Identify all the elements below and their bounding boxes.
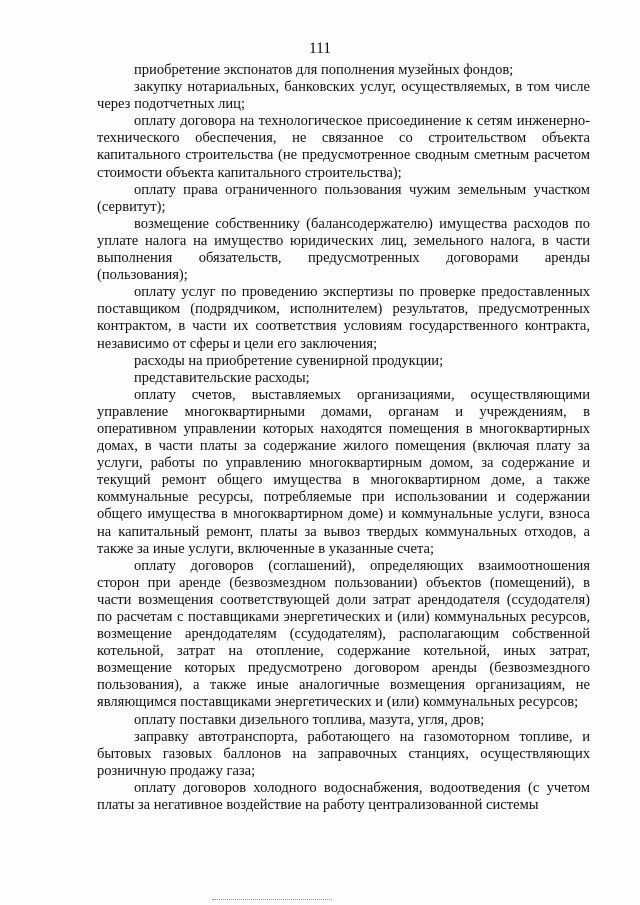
paragraph: расходы на приобретение сувенирной продукции; — [134, 352, 444, 369]
paragraph: представительские расходы; — [134, 369, 310, 386]
document-body — [97, 62, 590, 814]
paragraph: приобретение экспонатов для пополнения музейных фондов; — [134, 62, 514, 78]
paragraph: оплату договоров (соглашений), определяющих взаимоотношения сторон при аренде (безвозмездном пользовании) объектов (помещений), в части возмещения соответствующей доли затрат арендодателя (ссудодателя) по расчетам с поставщиками энергетических и (или) коммунальных ресурсов, возмещение арендодателям (ссудодателям), располагающим собственной котельной, затрат на отопление, содержание котельной, иных затрат, возмещение которых предусмотрено договором аренды (безвозмездного пользования), а также иные аналогичные возмещения организациям, не являющимся поставщиками энергетических и (или) коммунальных ресурсов; — [97, 557, 590, 711]
paragraph: заправку автотранспорта, работающего на газомоторном топливе, и бытовых газовых баллонов на заправочных станциях, осуществляющих розничную продажу газа; — [97, 728, 590, 779]
paragraph: оплату услуг по проведению экспертизы по проверке предоставленных поставщиком (подрядчиком, исполнителем) результатов, предусмотренных контрактом, в части их соответствия условиям государственного контракта, независимо от сферы и цели его заключения; — [97, 284, 590, 352]
scan-artifact-line — [212, 899, 332, 901]
paragraph: закупку нотариальных, банковских услуг, осуществляемых, в том числе через подотчетных лиц; — [97, 79, 590, 113]
paragraph: возмещение собственнику (балансодержателю) имущества расходов по уплате налога на имущество юридических лиц, земельного налога, в части выполнения обязательств, предусмотренных договорами аренды (пользования); — [97, 215, 590, 284]
paragraph: оплату счетов, выставляемых организациями, осуществляющими управление многоквартирными домами, органам и учреждениям, в оперативном управлении которых находятся помещения в многоквартирных домах, в части платы за содержание жилого помещения (включая плату за услуги, работы по управлению многоквартирным домом, за содержание и текущий ремонт общего имущества в многоквартирном доме, а также коммунальные ресурсы, потребляемые при использовании и содержании общего имущества в многоквартирном доме) и коммунальные услуги, взноса на капитальный ремонт, платы за вывоз твердых коммунальных отходов, а также за иные услуги, включенные в указанные счета; — [97, 386, 590, 557]
page-number: 111 — [308, 40, 332, 57]
paragraph: оплату права ограниченного пользования чужим земельным участком (сервитут); — [97, 181, 590, 215]
paragraph: оплату поставки дизельного топлива, мазута, угля, дров; — [134, 711, 485, 728]
paragraph: оплату договоров холодного водоснабжения, водоотведения (с учетом платы за негативное воздействие на работу централизованной системы — [97, 779, 590, 814]
paragraph: оплату договора на технологическое присоединение к сетям инженерно-технического обеспечения, не связанное со строительством объекта капитального строительства (не предусмотренное сводным сметным расчетом стоимости объекта капитального строительства); — [97, 113, 590, 181]
